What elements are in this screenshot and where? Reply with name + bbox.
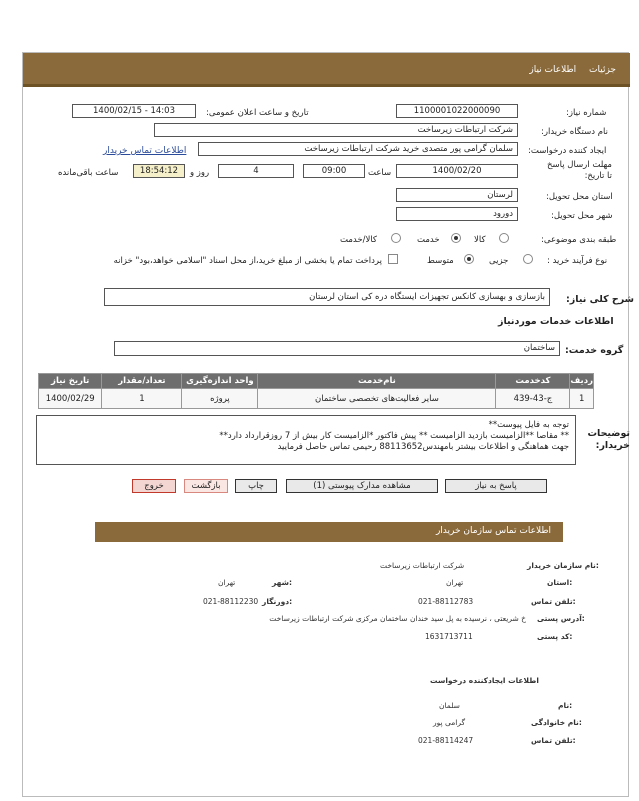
announce-date-label: تاریخ و ساعت اعلان عمومی: [206,108,309,118]
col-qty: تعداد/مقدار [102,374,182,389]
category-service-label: خدمت [417,235,440,245]
notes-line-3: جهت هماهنگی و اطلاعات بیشتر بامهندس88113652 رحیمی تماس حاصل فرمایید [277,442,569,452]
notes-line-2: ** مقاصا **الزامیست بازدید الزامیست ** پیش فاکتور *الزامیست کار بیش از 7 روزقرارداد دارد** [219,431,569,441]
city-label: شهر محل تحویل: [551,211,613,221]
org-value: شرکت ارتباطات زیرساخت [380,561,465,570]
buyer-contact-link[interactable]: اطلاعات تماس خریدار [103,146,187,156]
category-label: طبقه بندی موضوعی: [541,235,617,245]
service-group-label: گروه خدمت: [565,345,624,356]
requester-name-value: سلمان [439,701,460,710]
announce-date-field: 1400/02/15 - 14:03 [72,104,196,118]
contact-address-value: خ شریعتی ، نرسیده به پل سید خندان ساختمان مرکزی شرکت ارتباطات زیرساخت [269,614,526,623]
contact-fax-value: 021-88112230 [203,597,259,606]
attachments-button[interactable]: مشاهده مدارک پیوستی (1) [286,479,438,493]
contact-phone-label: تلفن تماس: [531,597,576,606]
province-field: لرستان [396,188,518,202]
contact-phone-value: 021-88112783 [418,597,474,606]
category-radio-goods[interactable] [499,233,509,243]
contact-header [95,522,563,542]
requester-family-value: گرامی پور [433,718,466,727]
table-row [39,389,594,409]
need-number-label: شماره نیاز: [566,108,607,118]
cell-name: سایر فعالیت‌های تخصصی ساختمان [258,389,496,409]
contact-province-label: استان: [547,578,573,587]
requester-title: اطلاعات ایجادکننده درخواست [430,676,539,685]
days-field: 4 [218,164,294,178]
cell-code: ج-43-439 [496,389,570,409]
summary-field: بازسازی و بهسازی کانکس تجهیزات ایستگاه دره کی استان لرستان [104,288,550,306]
category-both-label: کالا/خدمت [340,235,377,245]
contact-fax-label: دورنگار: [262,597,293,606]
nav-need-info[interactable]: اطلاعات نیاز [529,65,577,75]
remaining-time-field: 18:54:12 [133,164,185,178]
category-goods-label: کالا [474,235,486,245]
process-radio-minor[interactable] [523,254,533,264]
notes-box [36,415,576,465]
process-minor-label: جزیی [489,256,509,266]
service-group-field: ساختمان [114,341,560,356]
province-label: استان محل تحویل: [546,192,613,202]
reply-button[interactable]: پاسخ به نیاز [445,479,547,493]
requester-phone-label: تلفن تماس: [531,736,576,745]
notes-label: توضیحات خریدار: [587,428,630,451]
process-label: نوع فرآیند خرید : [547,256,608,266]
contact-city-value: تهران [218,578,236,587]
exit-button[interactable]: خروج [132,479,176,493]
col-name: نام‌خدمت [258,374,496,389]
requester-family-label: نام خانوادگی: [531,718,582,727]
process-radio-medium[interactable] [464,254,474,264]
creator-field: سلمان گرامی پور متصدی خرید شرکت ارتباطات زیرساخت [198,142,518,156]
back-button[interactable]: بازگشت [184,479,228,493]
contact-address-label: آدرس پستی: [537,614,585,623]
cell-row: 1 [570,389,594,409]
deadline-time-field: 09:00 [303,164,365,178]
payment-note: پرداخت تمام یا بخشی از مبلغ خرید،از محل اسناد "اسلامی خواهد،بود" خزانه [113,256,382,266]
creator-label: ایجاد کننده درخواست: [528,146,607,156]
requester-phone-value: 021-88114247 [418,736,474,745]
contact-province-value: تهران [446,578,464,587]
contact-header-title: اطلاعات تماس سازمان خریدار [435,526,551,536]
buyer-field: شرکت ارتباطات زیرساخت [154,123,518,137]
need-number-field: 1100001022000090 [396,104,518,118]
city-field: دورود [396,207,518,221]
nav-details[interactable]: جزئیات [589,65,616,75]
deadline-label: مهلت ارسال پاسخ تا تاریخ: [547,160,612,181]
deadline-date-field: 1400/02/20 [396,164,518,178]
category-radio-service[interactable] [451,233,461,243]
cell-date: 1400/02/29 [39,389,102,409]
days-label: روز و [190,168,210,178]
contact-postal-label: کد پستی: [537,632,573,641]
col-date: تاریخ نیاز [39,374,102,389]
notes-line-1: توجه به فایل پیوست** [488,420,569,430]
org-label: نام سازمان خریدار: [527,561,599,570]
process-medium-label: متوسط [427,256,454,266]
services-title: اطلاعات خدمات موردنیاز [498,316,614,327]
buyer-label: نام دستگاه خریدار: [541,127,608,137]
contact-city-label: شهر: [272,578,292,587]
summary-label: شرح کلی نیاز: [566,294,635,305]
print-button[interactable]: چاپ [235,479,277,493]
remaining-label: ساعت باقی‌مانده [58,168,119,178]
col-row: ردیف [570,374,594,389]
payment-checkbox[interactable] [388,254,398,264]
contact-postal-value: 1631713711 [425,632,473,641]
cell-unit: پروژه [182,389,258,409]
services-table [38,373,594,409]
top-nav-bar [23,53,630,87]
col-unit: واحد اندازه‌گیری [182,374,258,389]
category-radio-both[interactable] [391,233,401,243]
col-code: کدخدمت [496,374,570,389]
cell-qty: 1 [102,389,182,409]
deadline-time-label: ساعت [368,168,392,178]
requester-name-label: نام: [558,701,573,710]
